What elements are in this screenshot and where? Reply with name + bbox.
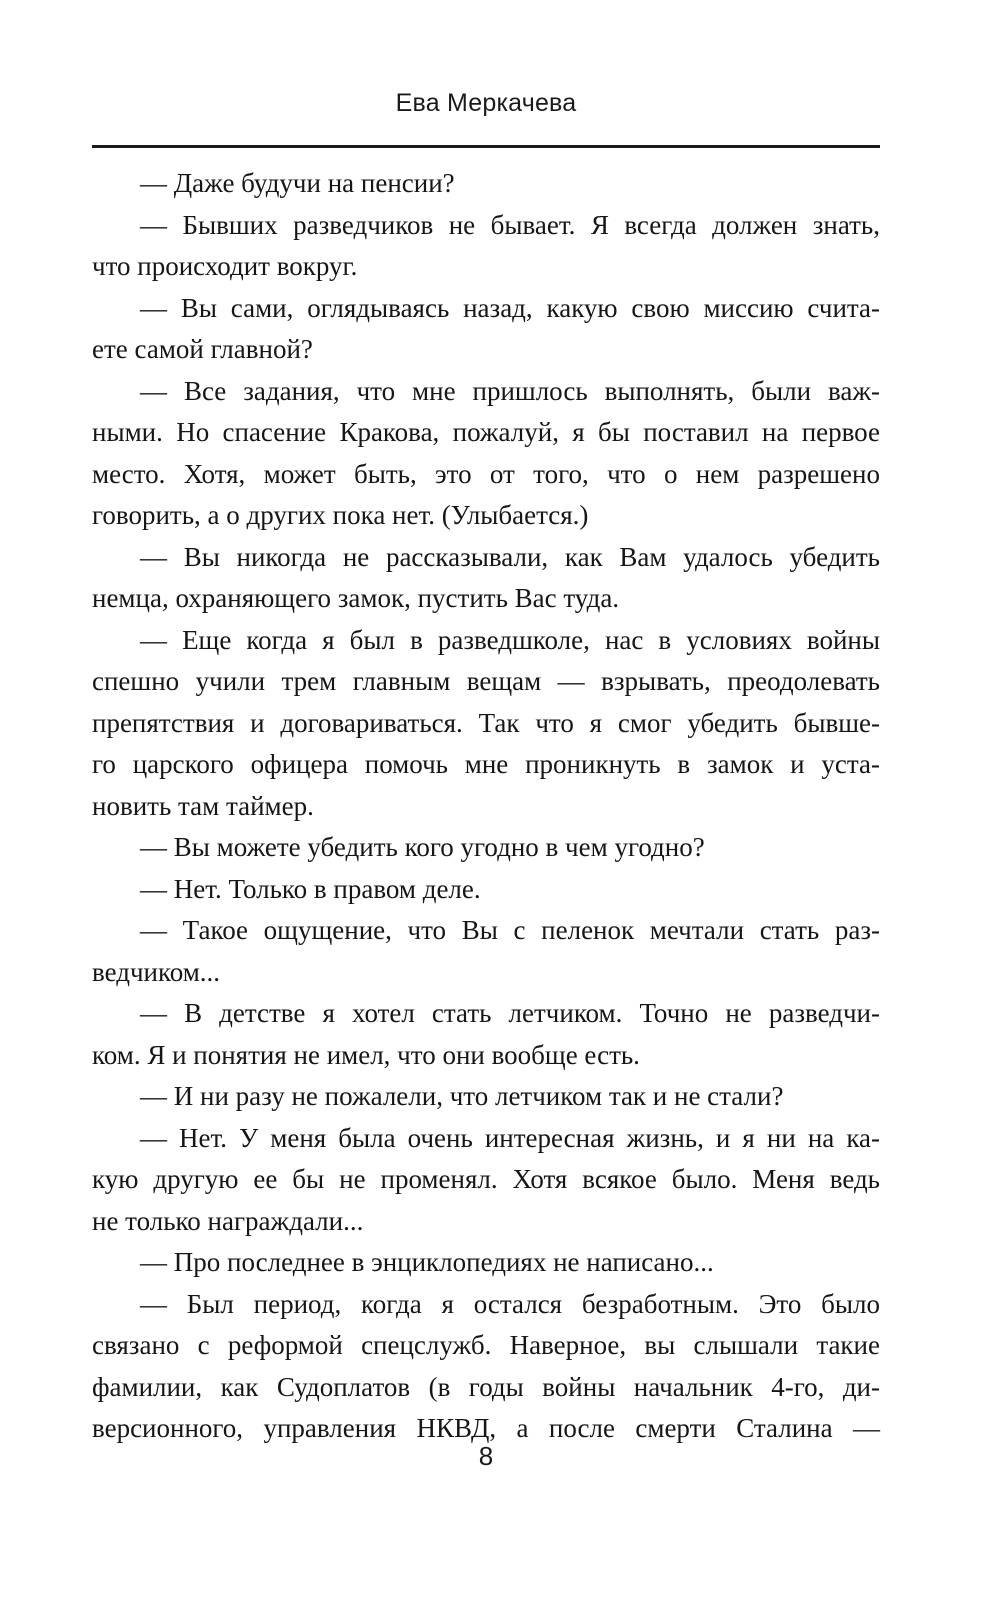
text-line: — Нет. У меня была очень интересная жизнь, и я ни на ка- <box>140 1122 880 1153</box>
text-line: ными. Но спасение Кракова, пожалуй, я бы поставил на первое <box>92 417 880 447</box>
text-line: место. Хотя, может быть, это от того, что о нем разрешено <box>92 458 880 489</box>
text-line: ведчиком... <box>92 956 221 987</box>
header-rule <box>92 145 880 148</box>
text-line: версионного, управления НКВД, а после смерти Сталина — <box>92 1413 880 1443</box>
text-line: ете самой главной? <box>92 334 313 364</box>
text-line: — Вы сами, оглядываясь назад, какую свою миссию счита- <box>140 292 880 323</box>
text-line: го царского офицера помочь мне проникнуть в замок и уста- <box>92 749 880 779</box>
text-line: — Бывших разведчиков не бывает. Я всегда должен знать, <box>140 209 880 240</box>
text-line: новить там таймер. <box>92 790 314 821</box>
text-line: ком. Я и понятия не имел, что они вообще есть. <box>92 1039 640 1070</box>
text-line: немца, охраняющего замок, пустить Вас туда. <box>92 583 620 613</box>
text-line: — Такое ощущение, что Вы с пеленок мечтали стать раз- <box>140 915 880 945</box>
text-line: не только награждали... <box>92 1205 364 1236</box>
text-line: — Вы можете убедить кого угодно в чем угодно? <box>140 832 705 862</box>
body-text <box>92 163 880 1450</box>
text-line: препятствия и договариваться. Так что я смог убедить бывше- <box>92 707 880 738</box>
text-line: — Еще когда я был в разведшколе, нас в условиях войны <box>140 624 880 655</box>
text-line: — Даже будучи на пенсии? <box>140 168 455 198</box>
text-line: — Был период, когда я остался безработным. Это было <box>140 1288 880 1319</box>
text-line: что происходит вокруг. <box>92 251 358 281</box>
text-line: — Про последнее в энциклопедиях не написано... <box>140 1247 714 1277</box>
running-header-author: Ева Меркачева <box>395 89 577 117</box>
text-line: спешно учили трем главным вещам — взрывать, преодолевать <box>92 666 880 696</box>
text-line: — Вы никогда не рассказывали, как Вам удалось убедить <box>140 541 880 572</box>
text-line: — Нет. Только в правом деле. <box>140 873 481 904</box>
text-line: — И ни разу не пожалели, что летчиком так и не стали? <box>140 1081 784 1111</box>
text-line: связано с реформой спецслужб. Наверное, вы слышали такие <box>92 1330 880 1360</box>
text-line: кую другую ее бы не променял. Хотя всякое было. Меня ведь <box>92 1164 880 1194</box>
text-line: говорить, а о других пока нет. (Улыбается.) <box>92 500 589 530</box>
text-line: фамилии, как Судоплатов (в годы войны начальник 4-го, ди- <box>92 1371 880 1402</box>
page-number: 8 <box>478 1441 494 1471</box>
text-line: — В детстве я хотел стать летчиком. Точно не разведчи- <box>140 998 880 1028</box>
text-line: — Все задания, что мне пришлось выполнять, были важ- <box>140 375 880 406</box>
